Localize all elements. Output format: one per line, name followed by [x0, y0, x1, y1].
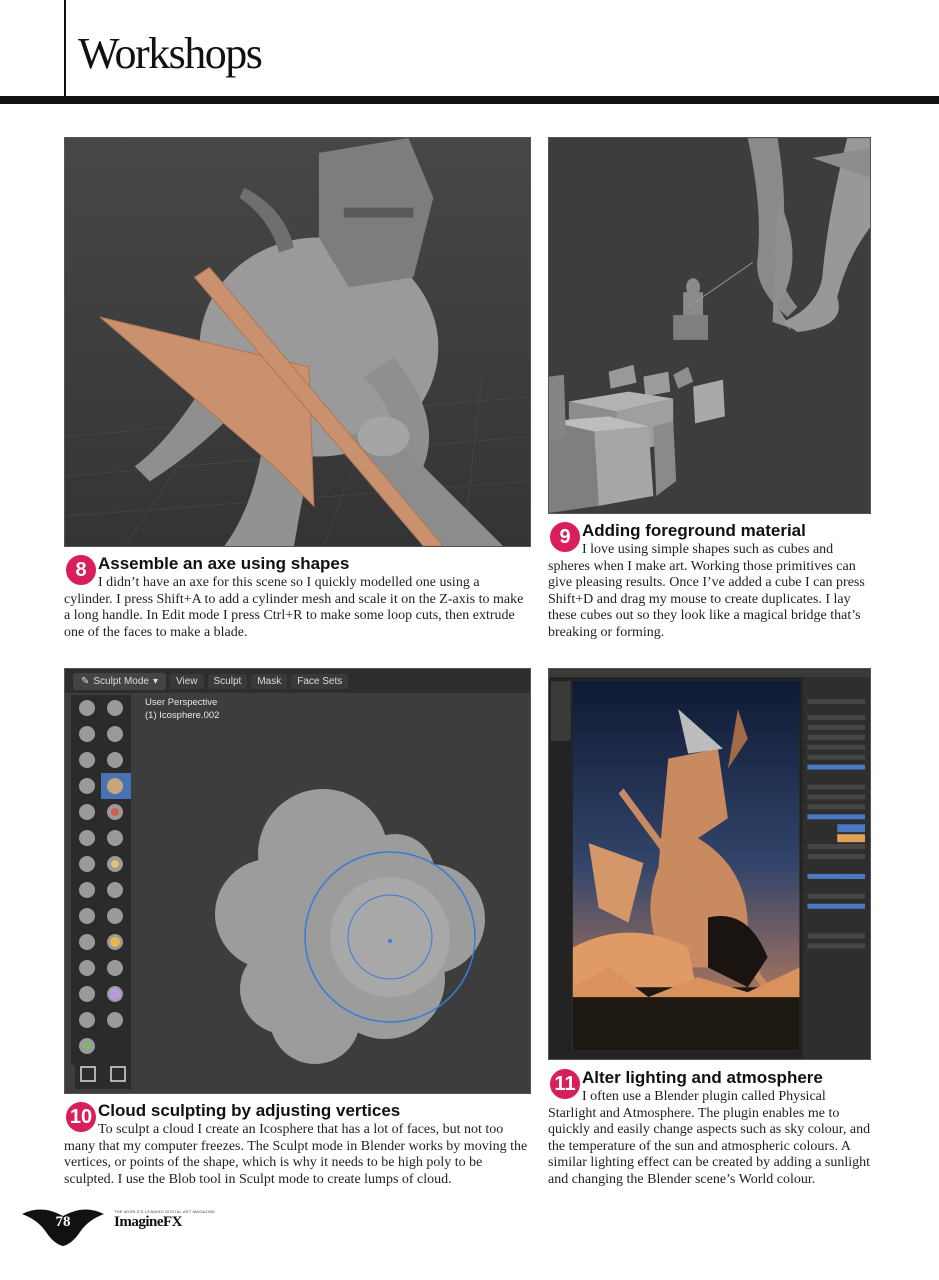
- lighting-render-illustration: [549, 669, 870, 1059]
- step-body: I love using simple shapes such as cubes and spheres when I make art. Working those primitives can give pleasing results. Once I’ve added a cube I can press Shift+D and drag my mouse to create duplicates. I lay these cubes out so they look like a magical bridge that’s breaking or forming.: [548, 542, 865, 640]
- step-title: Assemble an axe using shapes: [98, 554, 350, 573]
- brand-name: ImagineFX: [114, 1214, 182, 1230]
- header-divider: [64, 0, 66, 98]
- step-number-badge: 8: [64, 553, 98, 587]
- sculpt-screenshot: [64, 668, 531, 1094]
- cubes-render-image: [548, 137, 871, 514]
- axe-render-illustration: [65, 138, 530, 546]
- page-number: 78: [55, 1214, 71, 1230]
- axe-render-image: [64, 137, 531, 547]
- menu-face-sets[interactable]: Face Sets: [291, 674, 348, 689]
- cubes-render-illustration: [549, 138, 870, 513]
- step-body: I often use a Blender plugin called Physical Starlight and Atmosphere. The plugin enables me to quickly and easily change aspects such as sky colour, and the temperature of the sun and atmospheric colours. A similar lighting effect can be created by adding a sunlight and changing the Blender scene’s World colour.: [548, 1089, 871, 1187]
- step-number-badge: 11: [548, 1067, 582, 1101]
- menu-sculpt[interactable]: Sculpt: [208, 674, 248, 689]
- chevron-down-icon: ▾: [152, 675, 159, 687]
- step-11: [548, 1067, 871, 1189]
- lighting-screenshot: [548, 668, 871, 1060]
- step-body: I didn’t have an axe for this scene so I quickly modelled one using a cylinder. I press Shift+A to add a cylinder mesh and scale it on the Z-axis to make a long handle. In Edit mode I press Ctrl+R to make some loop cuts, then extrude one of the faces to make a blade.: [64, 575, 524, 640]
- step-body: To sculpt a cloud I create an Icosphere that has a lot of faces, but not too many that my computer freezes. The Sculpt mode in Blender works by moving the vertices, or points of the shape, which is why it needs to be high poly to be sculpted. I use the Blob tool in Sculpt mode to create lumps of cloud.: [64, 1122, 528, 1187]
- viewport-object-label: (1) Icosphere.002: [145, 710, 220, 721]
- step-number-badge: 9: [548, 520, 582, 554]
- menu-view[interactable]: View: [170, 674, 204, 689]
- step-8: [64, 553, 531, 641]
- header-rule: [0, 96, 939, 104]
- step-10: [64, 1100, 531, 1188]
- viewport-perspective-label: User Perspective: [145, 697, 218, 708]
- step-number-badge: 10: [64, 1100, 98, 1134]
- sculpt-viewport: [65, 669, 531, 1094]
- step-9: [548, 520, 871, 642]
- mode-select-label: Sculpt Mode: [93, 675, 149, 687]
- brand-tagline: THE WORLD'S LEADING DIGITAL ART MAGAZINE: [114, 1209, 216, 1214]
- step-title: Adding foreground material: [582, 521, 806, 540]
- brush-icon: ✎: [81, 675, 90, 687]
- step-title: Cloud sculpting by adjusting vertices: [98, 1101, 401, 1120]
- menu-mask[interactable]: Mask: [251, 674, 287, 689]
- step-title: Alter lighting and atmosphere: [582, 1068, 823, 1087]
- section-title: Workshops: [78, 29, 262, 78]
